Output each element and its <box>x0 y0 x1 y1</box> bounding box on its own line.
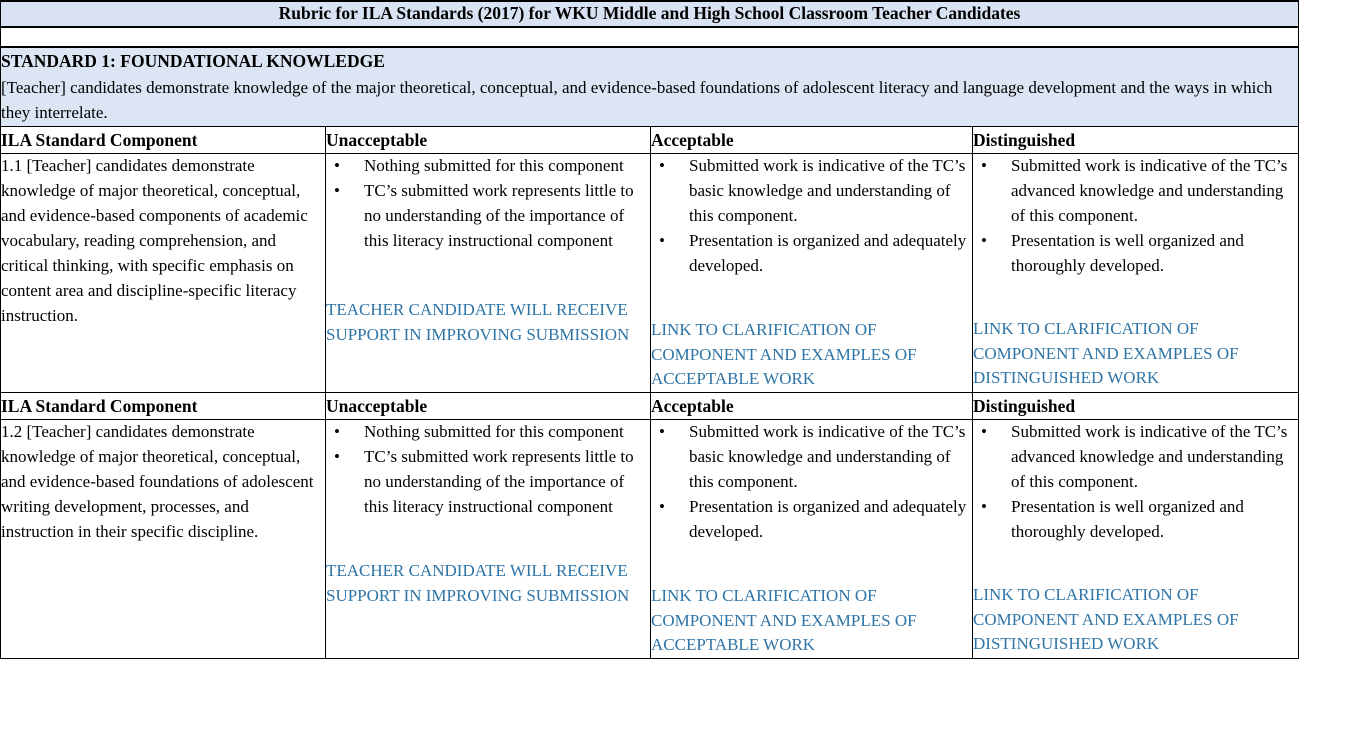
bullet-dot-icon: • <box>659 156 665 176</box>
list-item <box>651 495 972 545</box>
component-text: 1.2 [Teacher] candidates demonstrate knowledge of major theoretical, conceptual, and evidence-based foundations of adolescent writing development, processes, and instruction in their specific discipline. <box>1 422 314 542</box>
list-item-label: Nothing submitted for this component <box>364 156 624 176</box>
column-header-row-2 <box>1 392 1299 419</box>
list-item <box>326 445 650 520</box>
bullet-dot-icon: • <box>981 156 987 176</box>
cell-component-1-2 <box>1 420 326 659</box>
bullet-dot-icon: • <box>659 422 665 442</box>
column-header-distinguished: Distinguished <box>973 126 1299 153</box>
link-acceptable-clarification[interactable]: LINK TO CLARIFICATION OF COMPONENT AND EXAMPLES OF ACCEPTABLE WORK <box>651 586 917 655</box>
list-item-label: Submitted work is indicative of the TC’s basic knowledge and understanding of this component. <box>689 422 966 492</box>
bullet-list <box>326 420 650 520</box>
bullet-list <box>651 420 972 545</box>
cell-component-1-1 <box>1 154 326 393</box>
list-item-label: Submitted work is indicative of the TC’s basic knowledge and understanding of this component. <box>689 156 966 226</box>
list-item <box>973 154 1298 229</box>
component-text: 1.1 [Teacher] candidates demonstrate knowledge of major theoretical, conceptual, and evidence-based components of academic vocabulary, reading comprehension, and critical thinking, with specific emphasis on content area and discipline-specific literacy instruction. <box>1 156 308 326</box>
bullet-list <box>973 154 1298 279</box>
list-item <box>973 420 1298 495</box>
link-acceptable-clarification[interactable]: LINK TO CLARIFICATION OF COMPONENT AND EXAMPLES OF ACCEPTABLE WORK <box>651 320 917 389</box>
column-header-unacceptable: Unacceptable <box>326 392 651 419</box>
cell-acceptable-1-1 <box>651 154 973 393</box>
cell-distinguished-1-1 <box>973 154 1299 393</box>
bullet-list <box>973 420 1298 545</box>
bullet-list <box>651 154 972 279</box>
bullet-list <box>326 154 650 254</box>
bullet-dot-icon: • <box>659 231 665 251</box>
table-row <box>1 420 1299 659</box>
list-item-label: Presentation is well organized and thoroughly developed. <box>1011 497 1244 542</box>
list-item-label: Submitted work is indicative of the TC’s advanced knowledge and understanding of this component. <box>1011 422 1288 492</box>
bullet-dot-icon: • <box>981 422 987 442</box>
list-item <box>651 154 972 229</box>
list-item <box>651 420 972 495</box>
link-unacceptable-support[interactable]: TEACHER CANDIDATE WILL RECEIVE SUPPORT IN IMPROVING SUBMISSION <box>326 561 630 605</box>
standard-banner <box>1 47 1299 127</box>
list-item <box>973 229 1298 279</box>
document-title: Rubric for ILA Standards (2017) for WKU Middle and High School Classroom Teacher Candidates <box>1 1 1299 27</box>
list-item <box>651 229 972 279</box>
list-item <box>326 154 650 179</box>
link-distinguished-clarification[interactable]: LINK TO CLARIFICATION OF COMPONENT AND EXAMPLES OF DISTINGUISHED WORK <box>973 585 1239 654</box>
column-header-row-1 <box>1 126 1299 153</box>
spacer-cell <box>1 27 1299 47</box>
list-item-label: TC’s submitted work represents little to no understanding of the importance of this literacy instructional component <box>364 181 634 251</box>
column-header-distinguished: Distinguished <box>973 392 1299 419</box>
link-unacceptable-support[interactable]: TEACHER CANDIDATE WILL RECEIVE SUPPORT IN IMPROVING SUBMISSION <box>326 300 630 344</box>
column-header-acceptable: Acceptable <box>651 392 973 419</box>
standard-row <box>1 47 1299 127</box>
bullet-dot-icon: • <box>334 181 340 201</box>
column-header-acceptable: Acceptable <box>651 126 973 153</box>
link-distinguished-clarification[interactable]: LINK TO CLARIFICATION OF COMPONENT AND EXAMPLES OF DISTINGUISHED WORK <box>973 319 1239 388</box>
list-item-label: Submitted work is indicative of the TC’s advanced knowledge and understanding of this component. <box>1011 156 1288 226</box>
list-item-label: Nothing submitted for this component <box>364 422 624 442</box>
list-item-label: TC’s submitted work represents little to no understanding of the importance of this literacy instructional component <box>364 447 634 517</box>
bullet-dot-icon: • <box>981 231 987 251</box>
cell-unacceptable-1-1 <box>326 154 651 393</box>
column-header-component: ILA Standard Component <box>1 126 326 153</box>
bullet-dot-icon: • <box>659 497 665 517</box>
list-item-label: Presentation is well organized and thoroughly developed. <box>1011 231 1244 276</box>
bullet-dot-icon: • <box>981 497 987 517</box>
cell-distinguished-1-2 <box>973 420 1299 659</box>
bullet-dot-icon: • <box>334 447 340 467</box>
bullet-dot-icon: • <box>334 422 340 442</box>
column-header-component: ILA Standard Component <box>1 392 326 419</box>
standard-description: [Teacher] candidates demonstrate knowledge of the major theoretical, conceptual, and evidence-based foundations of adolescent literacy and language development and the ways in which they interrelate. <box>1 77 1273 123</box>
list-item <box>326 420 650 445</box>
table-row <box>1 154 1299 393</box>
column-header-unacceptable: Unacceptable <box>326 126 651 153</box>
cell-acceptable-1-2 <box>651 420 973 659</box>
title-row <box>1 1 1299 27</box>
spacer-row <box>1 27 1299 47</box>
cell-unacceptable-1-2 <box>326 420 651 659</box>
list-item-label: Presentation is organized and adequately developed. <box>689 231 967 276</box>
list-item <box>326 179 650 254</box>
standard-heading: STANDARD 1: FOUNDATIONAL KNOWLEDGE <box>1 50 385 71</box>
list-item-label: Presentation is organized and adequately developed. <box>689 497 967 542</box>
list-item <box>973 495 1298 545</box>
bullet-dot-icon: • <box>334 156 340 176</box>
